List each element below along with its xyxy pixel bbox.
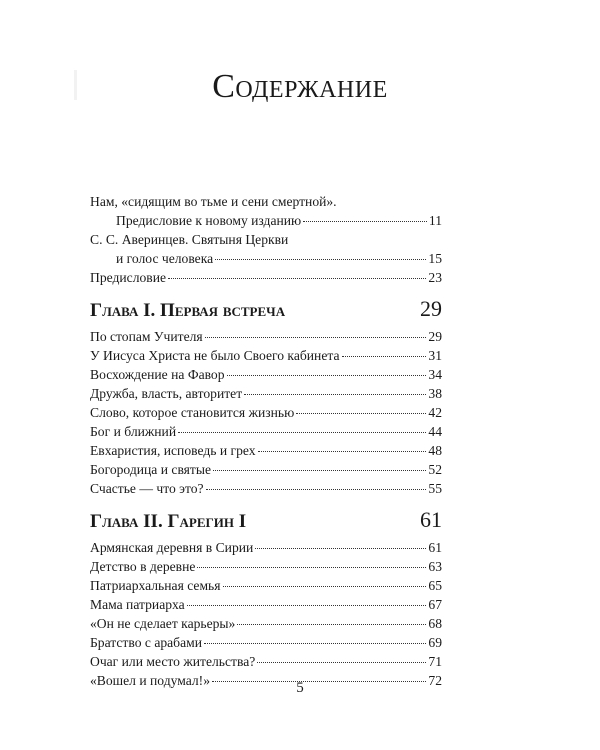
page-number: 5 xyxy=(296,680,304,696)
toc-entry[interactable] xyxy=(90,230,442,249)
toc-entry-title: Братство с арабами xyxy=(90,635,203,650)
toc-entry-page: 63 xyxy=(428,559,442,574)
toc-entry-page: 29 xyxy=(428,329,442,344)
toc-entry-page: 34 xyxy=(428,367,442,382)
toc-entry[interactable] xyxy=(90,557,442,576)
contents-title: Содержание xyxy=(212,68,388,105)
dot-leader xyxy=(213,466,426,471)
dot-leader xyxy=(168,274,426,279)
toc-entry-page: 11 xyxy=(428,213,442,228)
toc-entry-title: По стопам Учителя xyxy=(90,329,203,344)
toc-entry[interactable] xyxy=(90,422,442,441)
toc-entry-page: 67 xyxy=(428,597,442,612)
dot-leader xyxy=(206,485,427,490)
toc-entry-page: 44 xyxy=(428,424,442,439)
toc-entry-title: Восхождение на Фавор xyxy=(90,367,225,382)
dot-leader xyxy=(204,639,426,644)
chapter-page: 61 xyxy=(420,507,442,532)
toc-entry-title: «Вошел и подумал!» xyxy=(90,673,211,688)
toc-entry-title: Предисловие к новому изданию xyxy=(116,213,302,228)
toc-entry-title: Нам, «сидящим во тьме и сени смертной». xyxy=(90,194,337,209)
chapters xyxy=(90,291,442,690)
toc-entry-title: Патриархальная семья xyxy=(90,578,221,593)
toc-entry[interactable] xyxy=(90,595,442,614)
toc-entry[interactable] xyxy=(90,346,442,365)
toc-entry[interactable] xyxy=(90,633,442,652)
dot-leader xyxy=(303,217,427,222)
dot-leader xyxy=(342,352,427,357)
toc-entry-page: 38 xyxy=(428,386,442,401)
toc-entry-title: Очаг или место жительства? xyxy=(90,654,256,669)
toc-entry-title: Дружба, власть, авторитет xyxy=(90,386,243,401)
toc-entry-page: 55 xyxy=(428,481,442,496)
toc-entry-page: 31 xyxy=(428,348,442,363)
toc-entry[interactable] xyxy=(90,403,442,422)
toc-entry[interactable] xyxy=(90,441,442,460)
toc-entry-title: С. С. Аверинцев. Святыня Церкви xyxy=(90,232,289,247)
toc-entry[interactable] xyxy=(90,327,442,346)
toc-entry[interactable] xyxy=(90,384,442,403)
toc-entry-title: Богородица и святые xyxy=(90,462,212,477)
toc-entry-title: Мама патриарха xyxy=(90,597,185,612)
toc-entry-page: 68 xyxy=(428,616,442,631)
toc-entry-title: Счастье — что это? xyxy=(90,481,204,496)
toc-entry-title: Слово, которое становится жизнью xyxy=(90,405,295,420)
chapter-heading[interactable] xyxy=(90,502,442,538)
chapter-title: Глава I. Первая встреча xyxy=(90,300,286,321)
toc-entry-page: 71 xyxy=(428,654,442,669)
dot-leader xyxy=(178,428,426,433)
toc-entry[interactable] xyxy=(90,365,442,384)
toc-entry-title: У Иисуса Христа не было Своего кабинета xyxy=(90,348,340,363)
toc-entry-title: Предисловие xyxy=(90,270,167,285)
toc-entry[interactable] xyxy=(90,479,442,498)
chapter-title: Глава II. Гарегин I xyxy=(90,511,247,532)
toc-entry-title: Евхаристия, исповедь и грех xyxy=(90,443,256,458)
chapter-page: 29 xyxy=(420,296,442,321)
dot-leader xyxy=(227,371,427,376)
toc-entry-page: 61 xyxy=(428,540,442,555)
toc-entry-title: и голос человека xyxy=(116,251,214,266)
dot-leader xyxy=(258,447,427,452)
front-matter xyxy=(90,192,442,287)
dot-leader xyxy=(257,658,426,663)
dot-leader xyxy=(187,601,427,606)
dot-leader xyxy=(205,333,427,338)
dot-leader xyxy=(244,390,426,395)
toc-entry[interactable] xyxy=(90,576,442,595)
toc-entry[interactable] xyxy=(90,268,442,287)
toc-entry-page: 15 xyxy=(428,251,442,266)
toc-entry[interactable] xyxy=(90,192,442,211)
toc-entry[interactable] xyxy=(90,614,442,633)
toc-entry-page: 48 xyxy=(428,443,442,458)
toc-entry-title: Детство в деревне xyxy=(90,559,196,574)
table-of-contents xyxy=(90,192,442,690)
toc-entry-title: Армянская деревня в Сирии xyxy=(90,540,254,555)
toc-entry[interactable] xyxy=(90,538,442,557)
toc-entry-page: 69 xyxy=(428,635,442,650)
toc-entry-page: 65 xyxy=(428,578,442,593)
toc-entry[interactable] xyxy=(90,652,442,671)
dot-leader xyxy=(296,409,426,414)
toc-entry[interactable] xyxy=(90,211,442,230)
dot-leader xyxy=(237,620,426,625)
toc-entry-page: 72 xyxy=(428,673,442,688)
toc-entry-page: 52 xyxy=(428,462,442,477)
toc-entry[interactable] xyxy=(90,249,442,268)
dot-leader xyxy=(223,582,427,587)
toc-entry-title: «Он не сделает карьеры» xyxy=(90,616,236,631)
dot-leader xyxy=(215,255,426,260)
dot-leader xyxy=(255,544,426,549)
toc-entry-title: Бог и ближний xyxy=(90,424,177,439)
toc-entry-page: 42 xyxy=(428,405,442,420)
dot-leader xyxy=(197,563,426,568)
toc-entry-page: 23 xyxy=(428,270,442,285)
chapter-heading[interactable] xyxy=(90,291,442,327)
toc-entry[interactable] xyxy=(90,460,442,479)
